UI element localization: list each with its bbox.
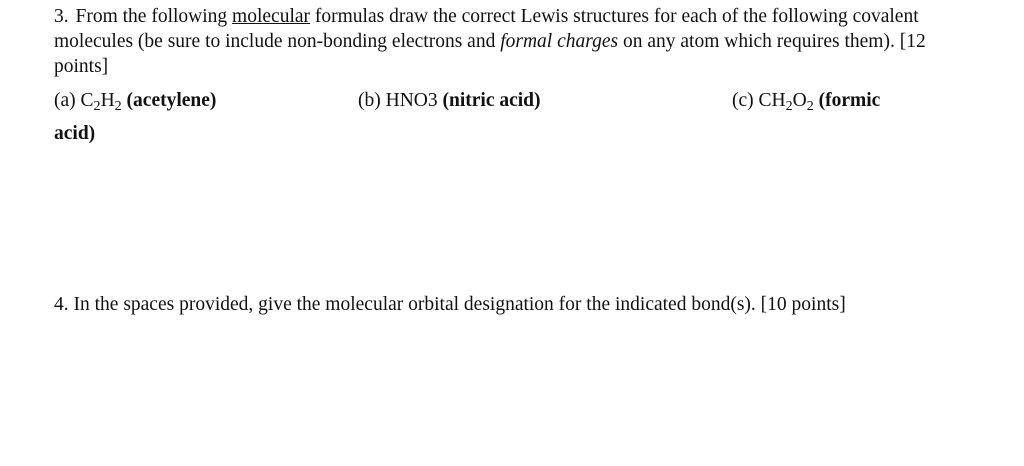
part-b-label: (b) — [358, 90, 381, 111]
question-4 — [54, 292, 994, 317]
part-a — [54, 88, 216, 113]
formula-subscript: 2 — [93, 97, 101, 114]
question-3 — [54, 4, 954, 79]
question-3-underlined-word: molecular — [232, 6, 311, 27]
formula-subscript: 2 — [114, 97, 122, 114]
formula-element: H — [100, 90, 115, 111]
part-b-formula — [386, 90, 438, 111]
formula-element: CH — [758, 90, 786, 111]
part-b — [358, 88, 541, 113]
question-4-text: In the spaces provided, give the molecular orbital designation for the indicated bond(s). [10 points] — [73, 294, 846, 315]
formula-element: C — [80, 90, 94, 111]
formula-subscript: 2 — [806, 97, 814, 114]
part-c-name: (formic — [818, 90, 881, 111]
part-c — [732, 88, 880, 113]
question-3-text-b: formulas draw the correct Lewis structures for each of the following covalent molecules (be sure to include non-bonding electrons and — [54, 6, 919, 52]
formula-element: O — [792, 90, 807, 111]
question-3-number: 3. — [54, 6, 69, 27]
part-c-formula — [758, 90, 814, 114]
question-3-italic-phrase: formal charges — [500, 31, 619, 52]
formula-element: HNO3 — [385, 90, 438, 111]
question-3-text-a: From the following — [75, 6, 233, 27]
question-3-text-c: on any atom which requires them). [12 points] — [54, 31, 926, 77]
part-c-label: (c) — [732, 90, 754, 111]
part-a-name: (acetylene) — [126, 90, 217, 111]
part-c-name-continued: acid) — [54, 123, 96, 144]
formula-subscript: 2 — [785, 97, 793, 114]
part-a-label: (a) — [54, 90, 76, 111]
part-b-name: (nitric acid) — [442, 90, 541, 111]
question-4-number: 4. — [54, 294, 69, 315]
part-a-formula — [80, 90, 122, 114]
